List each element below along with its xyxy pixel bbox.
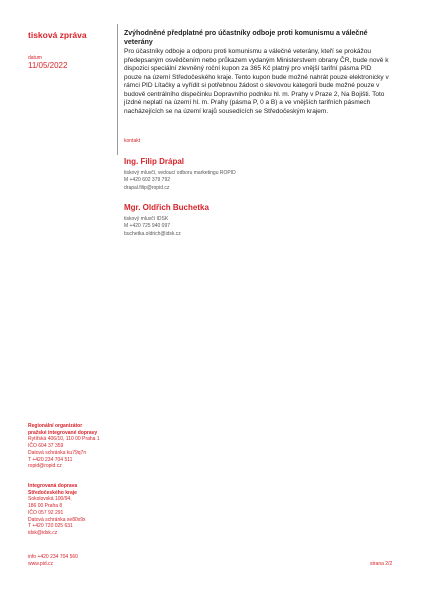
org-title-line: Středočeského kraje — [28, 489, 77, 496]
org-id: IČO 604 37 359 — [28, 443, 64, 450]
contact-name: Mgr. Oldřich Buchetka — [124, 203, 209, 212]
article-body: Pro účastníky odboje a odporu proti komunismu a válečné veterány, kteří se prokážou předepsaným osvědčením nebo průkazem vydaným Ministerstvem obrany ČR, bude nově k dispozici speciální zlevněný roční kupon za 365 Kč platný pro vnější tarifní pásma PID pouze na území Středočeského kraje. Tento kupon bude možné nahrát pouze elektronicky v rámci PID Lítačky a vyřídit si potřebnou žádost o slevovou kategorii bude možné pouze v budově centrálního dispečinku Dopravního podniku hl. m. Prahy v Praze 2, Na Bojišti. Toto jízdné neplatí na území hl. m. Prahy (pásma P, 0 a B) a ve vnějších tarifních pásmech nacházejících se na území krajů sousedících se Středočeským krajem. — [124, 48, 389, 115]
organization-ropid — [28, 423, 116, 470]
contact-person-drapal — [124, 157, 324, 192]
contact-person-buchetka — [124, 203, 324, 238]
footer-info-phone: info +420 234 704 560 — [28, 554, 78, 560]
org-phone: T +420 234 704 511 — [28, 456, 73, 463]
org-data-box: Datová schránka xe80x9x — [28, 516, 86, 523]
date-label: datum — [28, 55, 42, 61]
contact-email[interactable]: buchetka.oldrich@idsk.cz — [124, 230, 181, 237]
organization-idsk — [28, 483, 116, 537]
org-title-line: Regionální organizátor — [28, 423, 83, 429]
org-address: Rytířská 406/10, 110 00 Praha 1 — [28, 436, 100, 443]
org-phone: T +420 720 025 631 — [28, 523, 73, 530]
footer-contact — [28, 554, 78, 568]
org-id: IČO 057 92 291 — [28, 509, 64, 516]
org-email[interactable]: idsk@idsk.cz — [28, 529, 58, 536]
org-data-box: Datová schránka ku79q7n — [28, 449, 87, 456]
contact-label: kontakt — [124, 138, 141, 144]
date-value: 11/05/2022 — [28, 61, 68, 70]
contact-email[interactable]: drapal.filip@ropid.cz — [124, 184, 170, 191]
org-address: 186 00 Praha 8 — [28, 503, 63, 510]
footer-website-link[interactable]: www.pid.cz — [28, 561, 54, 567]
org-title-line: Integrovaná doprava — [28, 483, 78, 489]
org-title-line: pražské integrované dopravy — [28, 429, 98, 436]
page-number: strana 2/2 — [370, 561, 393, 567]
contact-phone: M +420 602 379 792 — [124, 177, 171, 184]
org-address: Sokolovská 100/94, — [28, 496, 72, 503]
contact-name: Ing. Filip Drápal — [124, 157, 185, 166]
press-release-label: tisková zpráva — [28, 30, 87, 40]
vertical-divider — [117, 24, 118, 155]
article-title: Zvýhodněné předplatné pro účastníky odboje proti komunismu a válečné veterány — [124, 30, 368, 46]
org-email[interactable]: ropid@ropid.cz — [28, 463, 62, 470]
contact-phone: M +420 725 940 097 — [124, 223, 171, 230]
contact-role: tiskový mluvčí, vedoucí odboru marketingu ROPID — [124, 170, 236, 176]
contact-role: tiskový mluvčí IDSK — [124, 216, 169, 222]
